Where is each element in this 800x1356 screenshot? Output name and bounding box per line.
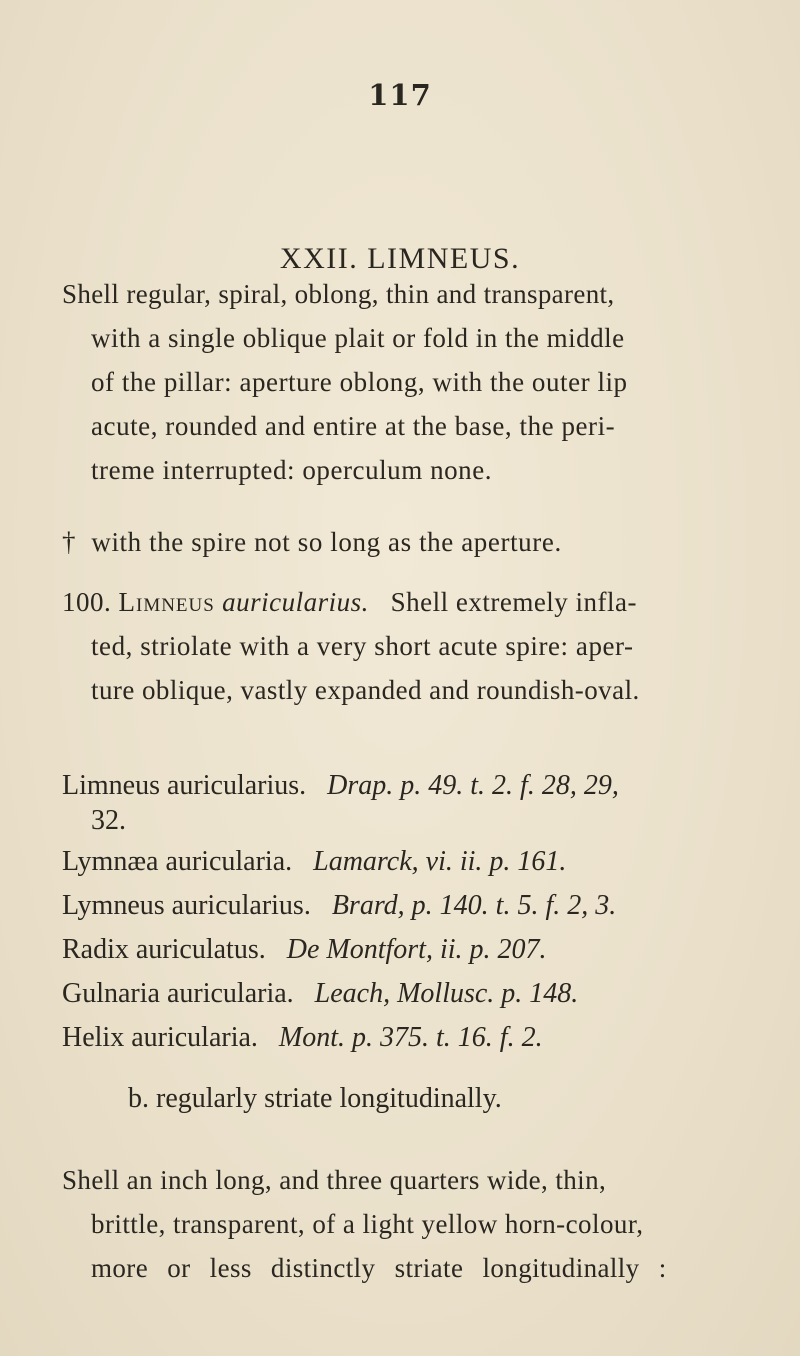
synonym-row — [62, 973, 782, 1017]
genus-heading: XXII. LIMNEUS. — [279, 242, 521, 275]
synonym-name: Lymnæa auricularia. — [62, 846, 293, 877]
variety-line: Shell an inch long, and three quarters wide, thin, — [62, 1165, 607, 1195]
species-description-line: Shell extremely infla- — [390, 587, 638, 617]
synonym-reference: Leach, Mollusc. p. 148. — [314, 978, 579, 1009]
synonym-reference: Brard, p. 140. t. 5. f. 2, 3. — [331, 890, 617, 921]
species-epithet: auricularius. — [222, 587, 369, 617]
synonym-row — [62, 1017, 782, 1061]
description-line: acute, rounded and entire at the base, the peri- — [91, 411, 616, 441]
species-description-line: ted, striolate with a very short acute spire: aper- — [91, 631, 634, 661]
synonym-name: Lymneus auricularius. — [62, 890, 311, 921]
page-number: 117 — [368, 78, 432, 112]
species-entry — [62, 580, 752, 712]
synonym-reference: Lamarck, vi. ii. p. 161. — [313, 846, 567, 877]
species-genus-name: Limneus — [118, 587, 215, 617]
variety-heading: b. regularly striate longitudinally. — [128, 1083, 502, 1114]
description-line: Shell regular, spiral, oblong, thin and transparent, — [62, 279, 615, 309]
synonym-row — [62, 885, 782, 929]
section-note-text: with the spire not so long as the aperture. — [91, 527, 562, 557]
synonym-name: Radix auriculatus. — [62, 934, 266, 965]
dagger-mark: † — [62, 527, 77, 557]
description-line: with a single oblique plait or fold in the middle — [91, 323, 625, 353]
synonym-reference: Drap. p. 49. t. 2. f. 28, 29, — [327, 770, 619, 801]
synonym-row — [62, 765, 782, 809]
synonym-row — [62, 929, 782, 973]
synonym-name: Limneus auricularius. — [62, 770, 307, 801]
description-line: treme interrupted: operculum none. — [91, 455, 493, 485]
synonym-continuation: 32. — [91, 805, 126, 836]
variety-line: more or less distinctly striate longitudinally : — [91, 1253, 667, 1283]
synonym-reference: Mont. p. 375. t. 16. f. 2. — [278, 1022, 543, 1053]
synonym-list — [62, 765, 782, 1061]
synonym-name: Gulnaria auricularia. — [62, 978, 294, 1009]
species-description-line: ture oblique, vastly expanded and roundish-oval. — [91, 675, 640, 705]
variety-description — [62, 1158, 752, 1290]
genus-description — [62, 272, 752, 492]
section-note — [62, 520, 752, 564]
variety-line: brittle, transparent, of a light yellow horn-colour, — [91, 1209, 644, 1239]
synonym-row — [62, 841, 782, 885]
description-line: of the pillar: aperture oblong, with the outer lip — [91, 367, 628, 397]
synonym-name: Helix auricularia. — [62, 1022, 258, 1053]
species-number: 100. — [62, 587, 112, 617]
synonym-reference: De Montfort, ii. p. 207. — [286, 934, 547, 965]
